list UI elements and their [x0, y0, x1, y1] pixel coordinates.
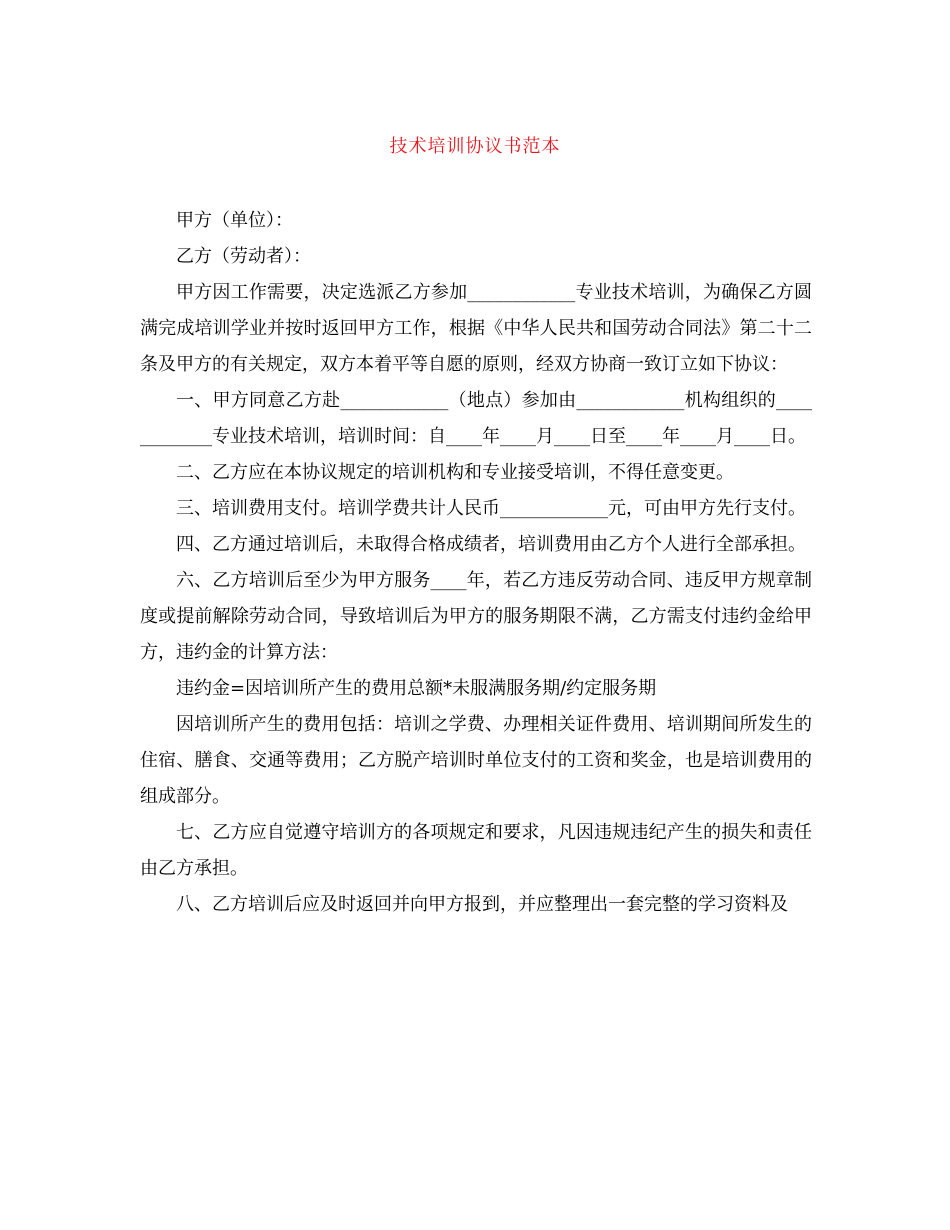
preamble-paragraph: 甲方因工作需要，决定选派乙方参加____________专业技术培训，为确保乙方圆满完成培训学业并按时返回甲方工作，根据《中华人民共和国劳动合同法》第二十二条及甲方的有关规定，双方本着平等自愿的原则，经双方协商一致订立如下协议：: [140, 282, 812, 375]
clause-2-paragraph: 二、乙方应在本协议规定的培训机构和专业接受培训，不得任意变更。: [176, 462, 734, 483]
clause-3-paragraph: 三、培训费用支付。培训学费共计人民币____________元，可由甲方先行支付。: [176, 498, 806, 519]
document-body: [140, 203, 812, 923]
party-a-line: 甲方（单位）：: [176, 210, 293, 231]
document-title: 技术培训协议书范本: [389, 136, 561, 157]
clause-1-paragraph: 一、甲方同意乙方赴____________（地点）参加由____________机构组织的____________专业技术培训，培训时间：自____年____月____日至____年____月____日。: [140, 390, 812, 447]
penalty-formula-paragraph: 违约金=因培训所产生的费用总额*未服满服务期/约定服务期: [176, 678, 657, 699]
clause-4-paragraph: 四、乙方通过培训后，未取得合格成绩者，培训费用由乙方个人进行全部承担。: [176, 534, 806, 555]
clause-7-paragraph: 七、乙方应自觉遵守培训方的各项规定和要求，凡因违规违纪产生的损失和责任由乙方承担。: [140, 822, 812, 879]
training-cost-paragraph: 因培训所产生的费用包括：培训之学费、办理相关证件费用、培训期间所发生的住宿、膳食、交通等费用；乙方脱产培训时单位支付的工资和奖金，也是培训费用的组成部分。: [140, 714, 812, 807]
clause-6-paragraph: 六、乙方培训后至少为甲方服务____年，若乙方违反劳动合同、违反甲方规章制度或提前解除劳动合同，导致培训后为甲方的服务期限不满，乙方需支付违约金给甲方，违约金的计算方法：: [140, 570, 812, 663]
party-b-line: 乙方（劳动者）：: [176, 246, 311, 267]
clause-8-paragraph: 八、乙方培训后应及时返回并向甲方报到，并应整理出一套完整的学习资料及: [176, 894, 788, 915]
